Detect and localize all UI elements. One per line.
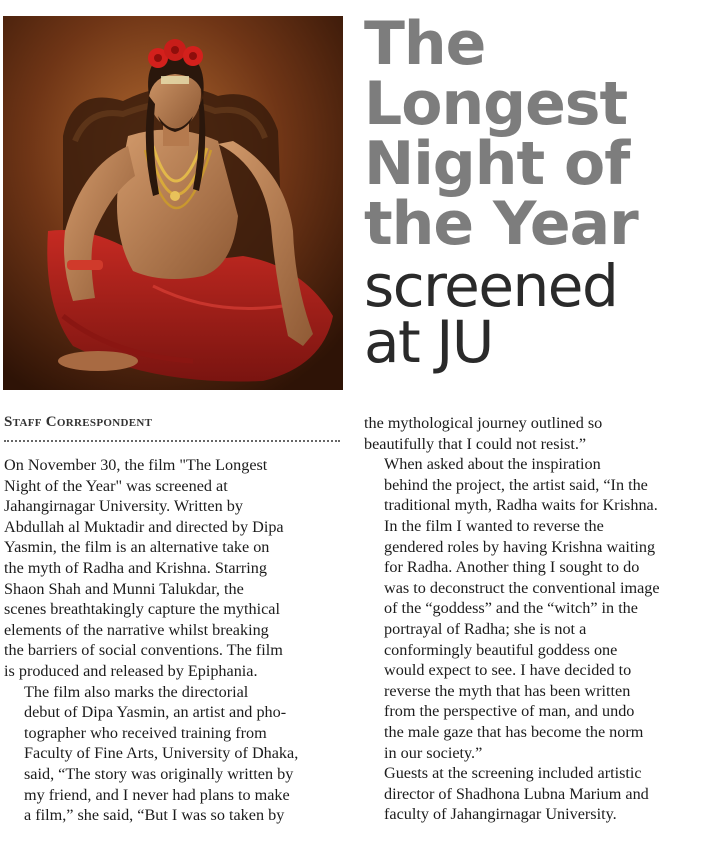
text-line: Faculty of Fine Arts, University of Dhaka, <box>24 744 299 763</box>
headline-subtitle-line: at JU <box>364 308 493 376</box>
text-line: scenes breathtakingly capture the mythical <box>4 600 280 619</box>
headline-title-line: The <box>364 9 486 79</box>
headline-title-line: the Year <box>364 189 638 259</box>
headline-title <box>364 9 710 259</box>
text-line: my friend, and I never had plans to make <box>24 785 290 804</box>
paragraph <box>4 455 340 682</box>
text-line: behind the project, the artist said, “In the <box>384 475 648 494</box>
text-line: portrayal of Radha; she is not a <box>384 619 587 638</box>
text-line: Guests at the screening included artistic <box>384 764 642 783</box>
paragraph <box>364 763 710 825</box>
text-line: When asked about the inspiration <box>384 455 601 474</box>
text-line: elements of the narrative whilst breaking <box>4 620 269 639</box>
headline <box>364 9 710 376</box>
text-line: a film,” she said, “But I was so taken by <box>24 806 285 825</box>
text-line: beautifully that I could not resist.” <box>364 434 587 453</box>
text-line: the myth of Radha and Krishna. Starring <box>4 558 267 577</box>
text-line: Jahangirnagar University. Written by <box>4 497 243 516</box>
article-column-2 <box>364 413 710 825</box>
text-line: is produced and released by Epiphania. <box>4 661 258 680</box>
text-line: from the perspective of man, and undo <box>384 702 635 721</box>
text-line: the mythological journey outlined so <box>364 414 603 432</box>
text-line: Abdullah al Muktadir and directed by Dipa <box>4 517 284 536</box>
text-line: conformingly beautiful goddess one <box>384 640 618 659</box>
text-line: was to deconstruct the conventional image <box>384 578 660 597</box>
text-line: traditional myth, Radha waits for Krishna. <box>384 496 658 515</box>
text-line: reverse the myth that has been written <box>384 681 631 700</box>
portrait-photo-icon <box>3 16 343 390</box>
text-line: said, “The story was originally written by <box>24 764 294 783</box>
text-line: debut of Dipa Yasmin, an artist and pho- <box>24 703 287 722</box>
text-line: in our society.” <box>384 743 483 762</box>
text-line: tographer who received training from <box>24 723 267 742</box>
byline: Staff Correspondent <box>4 414 153 430</box>
headline-subtitle-line: screened <box>364 252 618 320</box>
text-line: On November 30, the film "The Longest <box>4 456 268 474</box>
text-line: for Radha. Another thing I sought to do <box>384 558 640 577</box>
text-line: the male gaze that has become the norm <box>384 722 644 741</box>
article-column-1 <box>4 455 340 826</box>
text-line: the barriers of social conventions. The film <box>4 641 283 660</box>
dotted-divider <box>4 440 340 442</box>
text-line: Night of the Year" was screened at <box>4 476 228 495</box>
paragraph <box>364 413 710 454</box>
text-line: Yasmin, the film is an alternative take on <box>4 538 270 557</box>
text-line: of the “goddess” and the “witch” in the <box>384 599 638 618</box>
article-photo <box>3 16 343 390</box>
headline-subtitle <box>364 252 710 376</box>
text-line: In the film I wanted to reverse the <box>384 516 604 535</box>
paragraph <box>364 454 710 763</box>
text-line: The film also marks the directorial <box>24 682 249 701</box>
headline-title-line: Night of <box>364 129 630 199</box>
text-line: gendered roles by having Krishna waiting <box>384 537 656 556</box>
headline-title-line: Longest <box>364 69 628 139</box>
text-line: director of Shadhona Lubna Marium and <box>384 784 649 803</box>
text-line: would expect to see. I have decided to <box>384 661 632 680</box>
text-line: Shaon Shah and Munni Talukdar, the <box>4 579 244 598</box>
text-line: faculty of Jahangirnagar University. <box>384 805 617 824</box>
paragraph <box>4 682 340 826</box>
